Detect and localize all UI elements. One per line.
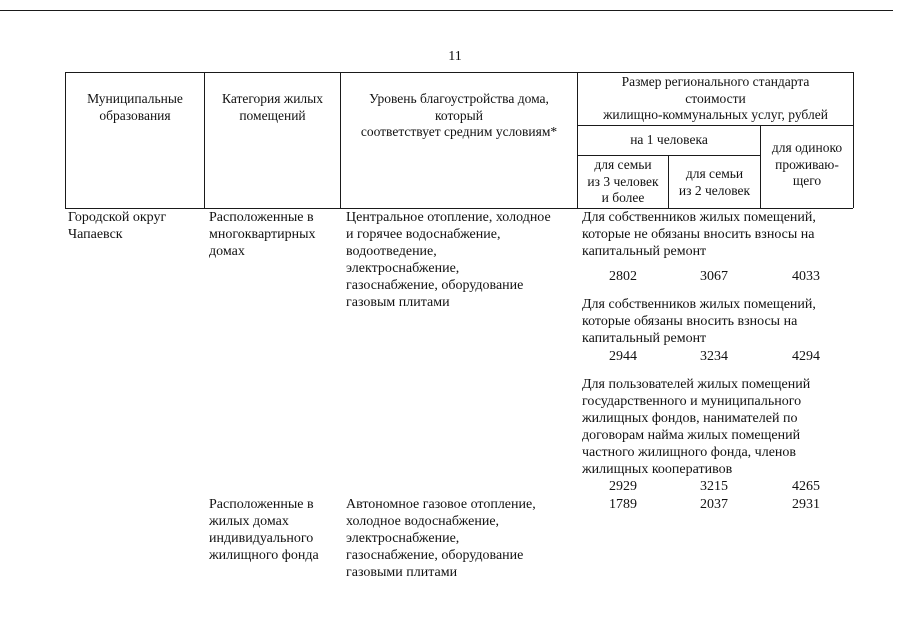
value-family3: 1789: [609, 497, 637, 512]
value-family2: 3215: [700, 479, 728, 494]
group-note: Для собственников жилых помещений, которые обязаны вносить взносы на капитальный ремонт: [582, 297, 816, 346]
value-family2: 2037: [700, 497, 728, 512]
value-family2: 3067: [700, 269, 728, 284]
group-note: Для собственников жилых помещений, которые не обязаны вносить взносы на капитальный ремонт: [582, 210, 816, 259]
row-level: Центральное отопление, холодное и горячее водоснабжение, водоотведение, электроснабжение, газоснабжение, оборудование газовым плитами: [346, 210, 551, 310]
header-single: для одиноко проживаю- щего: [771, 140, 843, 188]
header-category: Категория жилых помещений: [222, 91, 323, 123]
header-municipality: Муниципальные образования: [87, 91, 183, 123]
value-family2: 3234: [700, 349, 728, 364]
page-top-edge-line: [0, 10, 893, 11]
header-family3: для семьи из 3 человек и более: [587, 157, 659, 205]
header-top-border: [65, 72, 853, 73]
value-single: 4265: [792, 479, 820, 494]
row-municipality: Городской округ Чапаевск: [68, 210, 167, 242]
group-note: Для пользователей жилых помещений государственного и муниципального жилищных фондов, нанимателей по договорам найма жилых помещений частного жилищного фонда, членов жилищных кооперативов: [582, 377, 811, 477]
value-family3: 2929: [609, 479, 637, 494]
header-family2: для семьи из 2 человек: [678, 166, 751, 198]
header-per-person: на 1 человека: [630, 132, 708, 147]
value-single: 2931: [792, 497, 820, 512]
header-right-border: [853, 72, 854, 208]
page-number: 11: [448, 49, 462, 64]
value-single: 4033: [792, 269, 820, 284]
row-level: Автономное газовое отопление, холодное водоснабжение, электроснабжение, газоснабжение, оборудование газовыми плитами: [346, 497, 536, 580]
value-single: 4294: [792, 349, 820, 364]
value-family3: 2944: [609, 349, 637, 364]
value-family3: 2802: [609, 269, 637, 284]
header-level: Уровень благоустройства дома, который соответствует средним условиям*: [360, 91, 558, 139]
row-category: Расположенные в жилых домах индивидуального жилищного фонда: [209, 497, 319, 563]
row-category: Расположенные в многоквартирных домах: [209, 210, 316, 259]
header-standard-divider: [577, 125, 853, 126]
header-standard: Размер регионального стандарта стоимости жилищно-коммунальных услуг, рублей: [603, 74, 828, 122]
